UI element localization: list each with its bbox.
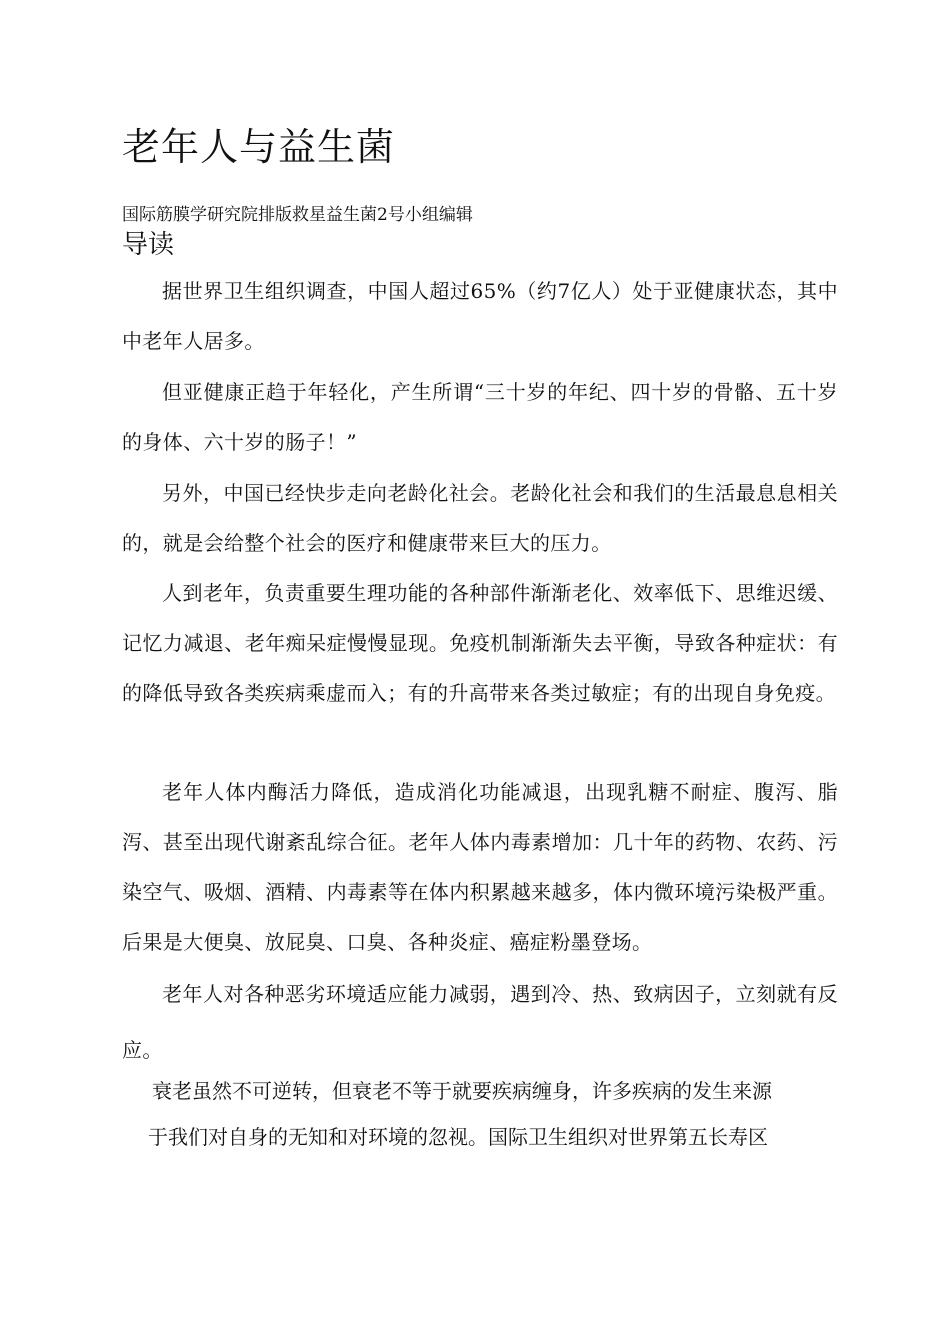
paragraph: 据世界卫生组织调查，中国人超过65%（约7亿人）处于亚健康状态，其中中老年人居多。 [122, 279, 838, 353]
paragraph: 人到老年，负责重要生理功能的各种部件渐渐老化、效率低下、思维迟缓、记忆力减退、老年痴呆症慢慢显现。免疫机制渐渐失去平衡，导致各种症状：有的降低导致各类疾病乘虚而入；有的升高带来各类过敏症；有的出现自身免疫。 [122, 581, 838, 705]
paragraph-line: 衰老虽然不可逆转，但衰老不等于就要疾病缠身，许多疾病的发生来源 [152, 1079, 772, 1103]
document-title: 老年人与益生菌 [122, 125, 396, 169]
section-heading: 导读 [122, 230, 175, 260]
paragraph-last [148, 1068, 838, 1160]
paragraph: 但亚健康正趋于年轻化，产生所谓“三十岁的年纪、四十岁的骨骼、五十岁的身体、六十岁的肠子！” [122, 380, 838, 454]
paragraph: 另外，中国已经快步走向老龄化社会。老龄化社会和我们的生活最息息相关的，就是会给整个社会的医疗和健康带来巨大的压力。 [122, 481, 838, 555]
paragraph-line: 于我们对自身的无知和对环境的忽视。国际卫生组织对世界第五长寿区 [148, 1125, 768, 1149]
paragraph: 老年人对各种恶劣环境适应能力减弱，遇到冷、热、致病因子，立刻就有反应。 [122, 982, 838, 1062]
paragraph: 老年人体内酶活力降低，造成消化功能减退，出现乳糖不耐症、腹泻、脂泻、甚至出现代谢紊乱综合征。老年人体内毒素增加：几十年的药物、农药、污染空气、吸烟、酒精、内毒素等在体内积累越来越多，体内微环境污染极严重。后果是大便臭、放屁臭、口臭、各种炎症、癌症粉墨登场。 [122, 780, 838, 954]
byline: 国际筋膜学研究院排版救星益生菌2号小组编辑 [122, 205, 473, 225]
